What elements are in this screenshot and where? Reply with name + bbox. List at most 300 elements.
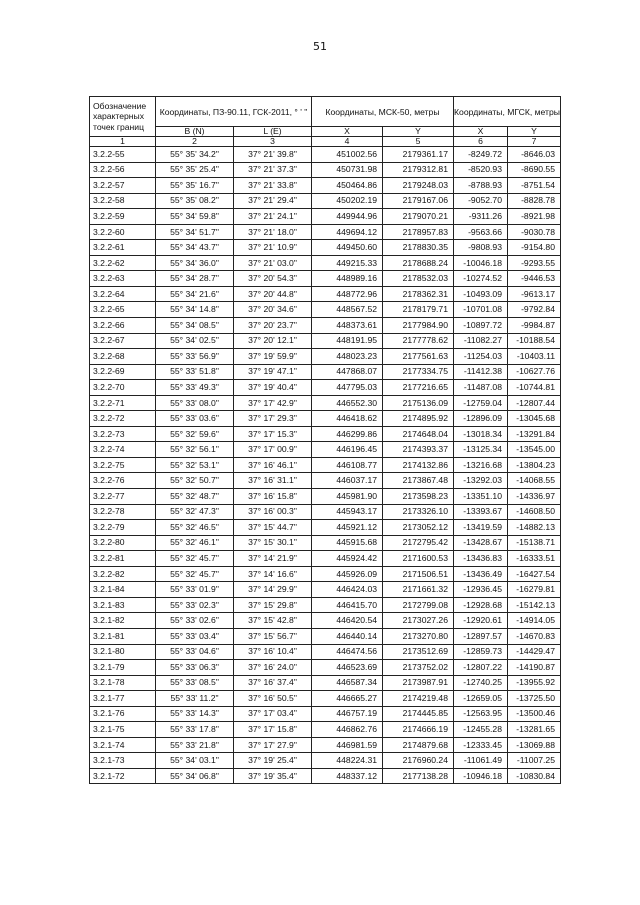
longitude-cell: 37° 15' 29.8" — [234, 597, 312, 613]
point-id-cell: 3.2.2-62 — [90, 255, 156, 271]
msk-y-cell: 2177561.63 — [383, 349, 454, 365]
point-id-cell: 3.2.2-77 — [90, 489, 156, 505]
mgsk-x-cell: -11082.27 — [454, 333, 508, 349]
msk-y-cell: 2173052.12 — [383, 520, 454, 536]
mgsk-x-cell: -11254.03 — [454, 349, 508, 365]
latitude-cell: 55° 32' 50.7" — [156, 473, 234, 489]
table-row — [90, 224, 561, 240]
msk-y-cell: 2177778.62 — [383, 333, 454, 349]
table-row — [90, 613, 561, 629]
point-id-cell: 3.2.1-80 — [90, 644, 156, 660]
point-id-cell: 3.2.2-65 — [90, 302, 156, 318]
longitude-cell: 37° 16' 37.4" — [234, 675, 312, 691]
latitude-cell: 55° 33' 49.3" — [156, 380, 234, 396]
header-group-mgsk: Координаты, МГСК, метры — [454, 97, 561, 127]
msk-y-cell: 2174666.19 — [383, 722, 454, 738]
mgsk-y-cell: -14882.13 — [508, 520, 561, 536]
table-row — [90, 660, 561, 676]
msk-y-cell: 2178688.24 — [383, 255, 454, 271]
point-id-cell: 3.2.2-63 — [90, 271, 156, 287]
coordinates-table — [89, 96, 561, 784]
longitude-cell: 37° 21' 29.4" — [234, 193, 312, 209]
latitude-cell: 55° 33' 08.0" — [156, 395, 234, 411]
msk-x-cell: 449450.60 — [312, 240, 383, 256]
longitude-cell: 37° 20' 54.3" — [234, 271, 312, 287]
latitude-cell: 55° 32' 47.3" — [156, 504, 234, 520]
latitude-cell: 55° 34' 36.0" — [156, 255, 234, 271]
mgsk-x-cell: -13292.03 — [454, 473, 508, 489]
header-sub-l: L (E) — [234, 127, 312, 137]
mgsk-y-cell: -16279.81 — [508, 582, 561, 598]
mgsk-x-cell: -12896.09 — [454, 411, 508, 427]
point-id-cell: 3.2.1-78 — [90, 675, 156, 691]
longitude-cell: 37° 16' 00.3" — [234, 504, 312, 520]
mgsk-x-cell: -11061.49 — [454, 753, 508, 769]
mgsk-y-cell: -14670.83 — [508, 628, 561, 644]
msk-x-cell: 448337.12 — [312, 768, 383, 784]
point-id-cell: 3.2.1-84 — [90, 582, 156, 598]
msk-x-cell: 450202.19 — [312, 193, 383, 209]
point-id-cell: 3.2.2-71 — [90, 395, 156, 411]
mgsk-x-cell: -12936.45 — [454, 582, 508, 598]
table-row — [90, 489, 561, 505]
table-row — [90, 551, 561, 567]
point-id-cell: 3.2.2-82 — [90, 566, 156, 582]
msk-x-cell: 445915.68 — [312, 535, 383, 551]
msk-x-cell: 448373.61 — [312, 318, 383, 334]
mgsk-x-cell: -12897.57 — [454, 628, 508, 644]
mgsk-y-cell: -10627.76 — [508, 364, 561, 380]
page-number: 51 — [313, 40, 327, 53]
mgsk-y-cell: -8690.55 — [508, 162, 561, 178]
msk-y-cell: 2174445.85 — [383, 706, 454, 722]
latitude-cell: 55° 33' 56.9" — [156, 349, 234, 365]
msk-y-cell: 2174219.48 — [383, 691, 454, 707]
msk-x-cell: 446420.54 — [312, 613, 383, 629]
mgsk-y-cell: -14190.87 — [508, 660, 561, 676]
mgsk-y-cell: -16427.54 — [508, 566, 561, 582]
latitude-cell: 55° 32' 46.1" — [156, 535, 234, 551]
longitude-cell: 37° 21' 39.8" — [234, 147, 312, 163]
msk-x-cell: 445943.17 — [312, 504, 383, 520]
point-id-cell: 3.2.2-58 — [90, 193, 156, 209]
mgsk-y-cell: -8921.98 — [508, 209, 561, 225]
msk-y-cell: 2173326.10 — [383, 504, 454, 520]
mgsk-x-cell: -13436.83 — [454, 551, 508, 567]
latitude-cell: 55° 33' 03.6" — [156, 411, 234, 427]
latitude-cell: 55° 34' 14.8" — [156, 302, 234, 318]
mgsk-y-cell: -9792.84 — [508, 302, 561, 318]
point-id-cell: 3.2.2-75 — [90, 457, 156, 473]
latitude-cell: 55° 34' 28.7" — [156, 271, 234, 287]
point-id-cell: 3.2.2-64 — [90, 286, 156, 302]
mgsk-y-cell: -9154.80 — [508, 240, 561, 256]
table-row — [90, 535, 561, 551]
mgsk-x-cell: -13428.67 — [454, 535, 508, 551]
msk-y-cell: 2174132.86 — [383, 457, 454, 473]
mgsk-y-cell: -16333.51 — [508, 551, 561, 567]
msk-x-cell: 446299.86 — [312, 426, 383, 442]
msk-x-cell: 445926.09 — [312, 566, 383, 582]
msk-x-cell: 448772.96 — [312, 286, 383, 302]
column-number: 3 — [234, 137, 312, 147]
table-row — [90, 691, 561, 707]
latitude-cell: 55° 33' 51.8" — [156, 364, 234, 380]
header-sub-y: Y — [383, 127, 454, 137]
mgsk-x-cell: -13393.67 — [454, 504, 508, 520]
longitude-cell: 37° 16' 50.5" — [234, 691, 312, 707]
table-row — [90, 286, 561, 302]
mgsk-x-cell: -13125.34 — [454, 442, 508, 458]
table-row — [90, 442, 561, 458]
msk-x-cell: 446108.77 — [312, 457, 383, 473]
mgsk-y-cell: -10188.54 — [508, 333, 561, 349]
mgsk-x-cell: -9808.93 — [454, 240, 508, 256]
latitude-cell: 55° 35' 08.2" — [156, 193, 234, 209]
longitude-cell: 37° 16' 10.4" — [234, 644, 312, 660]
table-row — [90, 380, 561, 396]
longitude-cell: 37° 16' 31.1" — [234, 473, 312, 489]
longitude-cell: 37° 16' 24.0" — [234, 660, 312, 676]
msk-x-cell: 446552.30 — [312, 395, 383, 411]
point-id-cell: 3.2.2-57 — [90, 178, 156, 194]
header-group-pz: Координаты, ПЗ-90.11, ГСК-2011, ° ' " — [156, 97, 312, 127]
longitude-cell: 37° 15' 30.1" — [234, 535, 312, 551]
mgsk-y-cell: -8828.78 — [508, 193, 561, 209]
longitude-cell: 37° 21' 10.9" — [234, 240, 312, 256]
point-id-cell: 3.2.2-61 — [90, 240, 156, 256]
mgsk-x-cell: -9311.26 — [454, 209, 508, 225]
table-row — [90, 302, 561, 318]
table-row — [90, 255, 561, 271]
msk-y-cell: 2176960.24 — [383, 753, 454, 769]
msk-y-cell: 2177138.28 — [383, 768, 454, 784]
longitude-cell: 37° 17' 27.9" — [234, 737, 312, 753]
point-id-cell: 3.2.1-76 — [90, 706, 156, 722]
mgsk-x-cell: -8788.93 — [454, 178, 508, 194]
msk-x-cell: 445981.90 — [312, 489, 383, 505]
point-id-cell: 3.2.2-60 — [90, 224, 156, 240]
msk-y-cell: 2175136.09 — [383, 395, 454, 411]
mgsk-y-cell: -13955.92 — [508, 675, 561, 691]
longitude-cell: 37° 20' 12.1" — [234, 333, 312, 349]
mgsk-y-cell: -9984.87 — [508, 318, 561, 334]
msk-y-cell: 2171600.53 — [383, 551, 454, 567]
table-row — [90, 178, 561, 194]
table-row — [90, 318, 561, 334]
table-row — [90, 520, 561, 536]
mgsk-x-cell: -12659.05 — [454, 691, 508, 707]
point-id-cell: 3.2.2-66 — [90, 318, 156, 334]
mgsk-x-cell: -12859.73 — [454, 644, 508, 660]
table-body — [90, 147, 561, 784]
table-row — [90, 411, 561, 427]
msk-y-cell: 2173987.91 — [383, 675, 454, 691]
longitude-cell: 37° 19' 59.9" — [234, 349, 312, 365]
mgsk-x-cell: -13018.34 — [454, 426, 508, 442]
mgsk-y-cell: -10830.84 — [508, 768, 561, 784]
table-row — [90, 193, 561, 209]
mgsk-y-cell: -11007.25 — [508, 753, 561, 769]
table-row — [90, 768, 561, 784]
table-row — [90, 582, 561, 598]
table-row — [90, 504, 561, 520]
msk-x-cell: 449944.96 — [312, 209, 383, 225]
table-row — [90, 473, 561, 489]
point-id-cell: 3.2.1-79 — [90, 660, 156, 676]
mgsk-x-cell: -12759.04 — [454, 395, 508, 411]
msk-y-cell: 2178362.31 — [383, 286, 454, 302]
point-id-cell: 3.2.2-79 — [90, 520, 156, 536]
msk-y-cell: 2177216.65 — [383, 380, 454, 396]
msk-x-cell: 446981.59 — [312, 737, 383, 753]
point-id-cell: 3.2.2-70 — [90, 380, 156, 396]
msk-y-cell: 2179312.81 — [383, 162, 454, 178]
longitude-cell: 37° 20' 23.7" — [234, 318, 312, 334]
msk-x-cell: 449694.12 — [312, 224, 383, 240]
mgsk-y-cell: -9613.17 — [508, 286, 561, 302]
point-id-cell: 3.2.1-81 — [90, 628, 156, 644]
msk-x-cell: 450731.98 — [312, 162, 383, 178]
point-id-cell: 3.2.2-55 — [90, 147, 156, 163]
msk-y-cell: 2179248.03 — [383, 178, 454, 194]
msk-y-cell: 2173027.26 — [383, 613, 454, 629]
msk-y-cell: 2178830.35 — [383, 240, 454, 256]
msk-y-cell: 2172799.08 — [383, 597, 454, 613]
mgsk-y-cell: -13725.50 — [508, 691, 561, 707]
mgsk-y-cell: -8751.54 — [508, 178, 561, 194]
table-row — [90, 457, 561, 473]
mgsk-y-cell: -14336.97 — [508, 489, 561, 505]
mgsk-x-cell: -12455.28 — [454, 722, 508, 738]
point-id-cell: 3.2.1-73 — [90, 753, 156, 769]
mgsk-x-cell: -10493.09 — [454, 286, 508, 302]
header-sub-x: X — [312, 127, 383, 137]
mgsk-y-cell: -14429.47 — [508, 644, 561, 660]
latitude-cell: 55° 32' 46.5" — [156, 520, 234, 536]
latitude-cell: 55° 34' 21.6" — [156, 286, 234, 302]
point-id-cell: 3.2.2-76 — [90, 473, 156, 489]
table-row — [90, 737, 561, 753]
msk-x-cell: 448191.95 — [312, 333, 383, 349]
msk-y-cell: 2173512.69 — [383, 644, 454, 660]
mgsk-x-cell: -11412.38 — [454, 364, 508, 380]
mgsk-x-cell: -10946.18 — [454, 768, 508, 784]
latitude-cell: 55° 35' 25.4" — [156, 162, 234, 178]
longitude-cell: 37° 17' 42.9" — [234, 395, 312, 411]
latitude-cell: 55° 34' 02.5" — [156, 333, 234, 349]
table-row — [90, 426, 561, 442]
table-row — [90, 271, 561, 287]
msk-x-cell: 447868.07 — [312, 364, 383, 380]
table-row — [90, 162, 561, 178]
latitude-cell: 55° 34' 59.8" — [156, 209, 234, 225]
msk-x-cell: 446196.45 — [312, 442, 383, 458]
latitude-cell: 55° 32' 48.7" — [156, 489, 234, 505]
point-id-cell: 3.2.2-59 — [90, 209, 156, 225]
longitude-cell: 37° 20' 34.6" — [234, 302, 312, 318]
header-designation: Обозначение характерных точек границ — [90, 97, 156, 137]
msk-x-cell: 446424.03 — [312, 582, 383, 598]
msk-x-cell: 446587.34 — [312, 675, 383, 691]
mgsk-x-cell: -11487.08 — [454, 380, 508, 396]
msk-x-cell: 447795.03 — [312, 380, 383, 396]
column-number: 4 — [312, 137, 383, 147]
column-number: 1 — [90, 137, 156, 147]
longitude-cell: 37° 21' 18.0" — [234, 224, 312, 240]
column-number: 6 — [454, 137, 508, 147]
point-id-cell: 3.2.2-78 — [90, 504, 156, 520]
table-row — [90, 722, 561, 738]
mgsk-y-cell: -13069.88 — [508, 737, 561, 753]
msk-x-cell: 446862.76 — [312, 722, 383, 738]
mgsk-x-cell: -13351.10 — [454, 489, 508, 505]
table-row — [90, 675, 561, 691]
mgsk-x-cell: -10897.72 — [454, 318, 508, 334]
longitude-cell: 37° 17' 15.3" — [234, 426, 312, 442]
point-id-cell: 3.2.2-68 — [90, 349, 156, 365]
msk-y-cell: 2178532.03 — [383, 271, 454, 287]
header-sub-b: B (N) — [156, 127, 234, 137]
mgsk-y-cell: -9030.78 — [508, 224, 561, 240]
msk-y-cell: 2179070.21 — [383, 209, 454, 225]
mgsk-x-cell: -9052.70 — [454, 193, 508, 209]
point-id-cell: 3.2.2-74 — [90, 442, 156, 458]
msk-x-cell: 448567.52 — [312, 302, 383, 318]
mgsk-x-cell: -12807.22 — [454, 660, 508, 676]
mgsk-x-cell: -12928.68 — [454, 597, 508, 613]
latitude-cell: 55° 33' 06.3" — [156, 660, 234, 676]
table-row — [90, 147, 561, 163]
point-id-cell: 3.2.1-82 — [90, 613, 156, 629]
longitude-cell: 37° 17' 29.3" — [234, 411, 312, 427]
msk-x-cell: 448224.31 — [312, 753, 383, 769]
table-row — [90, 597, 561, 613]
msk-y-cell: 2174879.68 — [383, 737, 454, 753]
longitude-cell: 37° 17' 03.4" — [234, 706, 312, 722]
mgsk-y-cell: -13291.84 — [508, 426, 561, 442]
msk-x-cell: 446415.70 — [312, 597, 383, 613]
msk-y-cell: 2174393.37 — [383, 442, 454, 458]
latitude-cell: 55° 34' 43.7" — [156, 240, 234, 256]
mgsk-x-cell: -10274.52 — [454, 271, 508, 287]
mgsk-y-cell: -9293.55 — [508, 255, 561, 271]
msk-x-cell: 446757.19 — [312, 706, 383, 722]
longitude-cell: 37° 19' 35.4" — [234, 768, 312, 784]
table-row — [90, 644, 561, 660]
longitude-cell: 37° 14' 21.9" — [234, 551, 312, 567]
point-id-cell: 3.2.1-83 — [90, 597, 156, 613]
longitude-cell: 37° 21' 37.3" — [234, 162, 312, 178]
point-id-cell: 3.2.2-80 — [90, 535, 156, 551]
table-row — [90, 566, 561, 582]
header-sub-y: Y — [508, 127, 561, 137]
latitude-cell: 55° 33' 17.8" — [156, 722, 234, 738]
point-id-cell: 3.2.1-72 — [90, 768, 156, 784]
mgsk-x-cell: -12740.25 — [454, 675, 508, 691]
mgsk-x-cell: -10701.08 — [454, 302, 508, 318]
longitude-cell: 37° 15' 44.7" — [234, 520, 312, 536]
longitude-cell: 37° 19' 25.4" — [234, 753, 312, 769]
msk-x-cell: 446440.14 — [312, 628, 383, 644]
table-row — [90, 349, 561, 365]
latitude-cell: 55° 32' 56.1" — [156, 442, 234, 458]
latitude-cell: 55° 34' 08.5" — [156, 318, 234, 334]
table-row — [90, 240, 561, 256]
latitude-cell: 55° 33' 01.9" — [156, 582, 234, 598]
msk-y-cell: 2172795.42 — [383, 535, 454, 551]
latitude-cell: 55° 35' 34.2" — [156, 147, 234, 163]
msk-x-cell: 448023.23 — [312, 349, 383, 365]
mgsk-x-cell: -12920.61 — [454, 613, 508, 629]
table-row — [90, 333, 561, 349]
longitude-cell: 37° 15' 42.8" — [234, 613, 312, 629]
msk-x-cell: 449215.33 — [312, 255, 383, 271]
mgsk-y-cell: -10744.81 — [508, 380, 561, 396]
longitude-cell: 37° 16' 46.1" — [234, 457, 312, 473]
longitude-cell: 37° 21' 33.8" — [234, 178, 312, 194]
msk-y-cell: 2174648.04 — [383, 426, 454, 442]
longitude-cell: 37° 20' 44.8" — [234, 286, 312, 302]
msk-y-cell: 2177984.90 — [383, 318, 454, 334]
header-sub-x: X — [454, 127, 508, 137]
mgsk-x-cell: -13419.59 — [454, 520, 508, 536]
longitude-cell: 37° 14' 16.6" — [234, 566, 312, 582]
msk-y-cell: 2173867.48 — [383, 473, 454, 489]
msk-x-cell: 446037.17 — [312, 473, 383, 489]
longitude-cell: 37° 17' 15.8" — [234, 722, 312, 738]
point-id-cell: 3.2.2-56 — [90, 162, 156, 178]
latitude-cell: 55° 33' 03.4" — [156, 628, 234, 644]
msk-x-cell: 445924.42 — [312, 551, 383, 567]
latitude-cell: 55° 33' 02.3" — [156, 597, 234, 613]
latitude-cell: 55° 33' 08.5" — [156, 675, 234, 691]
latitude-cell: 55° 34' 06.8" — [156, 768, 234, 784]
longitude-cell: 37° 21' 24.1" — [234, 209, 312, 225]
latitude-cell: 55° 32' 45.7" — [156, 551, 234, 567]
latitude-cell: 55° 33' 02.6" — [156, 613, 234, 629]
mgsk-y-cell: -8646.03 — [508, 147, 561, 163]
msk-y-cell: 2171661.32 — [383, 582, 454, 598]
table-row — [90, 209, 561, 225]
mgsk-y-cell: -13804.23 — [508, 457, 561, 473]
msk-x-cell: 448989.16 — [312, 271, 383, 287]
longitude-cell: 37° 17' 00.9" — [234, 442, 312, 458]
latitude-cell: 55° 32' 53.1" — [156, 457, 234, 473]
msk-y-cell: 2178179.71 — [383, 302, 454, 318]
mgsk-x-cell: -13436.49 — [454, 566, 508, 582]
msk-y-cell: 2173270.80 — [383, 628, 454, 644]
mgsk-y-cell: -14914.05 — [508, 613, 561, 629]
longitude-cell: 37° 14' 29.9" — [234, 582, 312, 598]
mgsk-x-cell: -8520.93 — [454, 162, 508, 178]
point-id-cell: 3.2.2-81 — [90, 551, 156, 567]
mgsk-y-cell: -13500.46 — [508, 706, 561, 722]
table-row — [90, 628, 561, 644]
latitude-cell: 55° 33' 14.3" — [156, 706, 234, 722]
mgsk-x-cell: -8249.72 — [454, 147, 508, 163]
msk-y-cell: 2178957.83 — [383, 224, 454, 240]
longitude-cell: 37° 21' 03.0" — [234, 255, 312, 271]
table-row — [90, 395, 561, 411]
mgsk-x-cell: -12563.95 — [454, 706, 508, 722]
latitude-cell: 55° 32' 59.6" — [156, 426, 234, 442]
latitude-cell: 55° 34' 51.7" — [156, 224, 234, 240]
msk-x-cell: 446665.27 — [312, 691, 383, 707]
mgsk-y-cell: -13545.00 — [508, 442, 561, 458]
mgsk-y-cell: -14068.55 — [508, 473, 561, 489]
mgsk-x-cell: -12333.45 — [454, 737, 508, 753]
